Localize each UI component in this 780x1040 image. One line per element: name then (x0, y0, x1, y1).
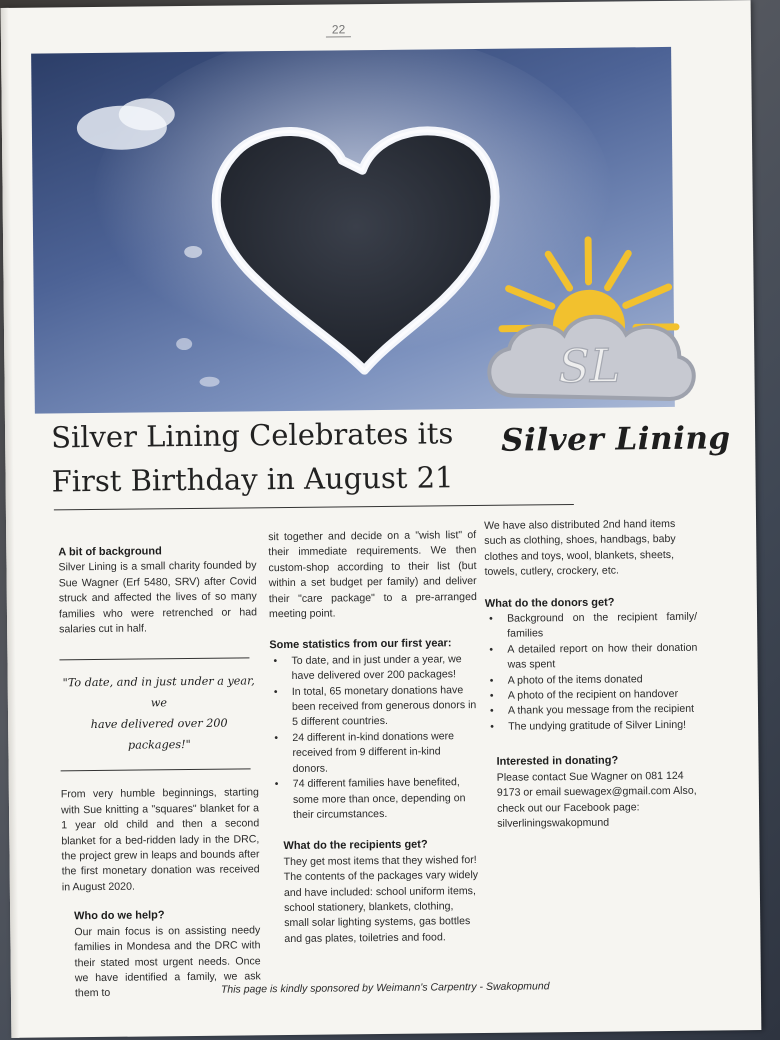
title-divider (54, 504, 574, 510)
interested-heading: Interested in donating? (496, 754, 619, 769)
who-we-help-text: Our main focus is on assisting needy families in Mondesa and the DRC with their stated most urgent needs. Once we have identified a family, we ask them to (74, 923, 261, 1000)
logo-wordmark: Silver Lining (500, 420, 731, 459)
silver-lining-logo (473, 229, 705, 431)
page-number: 22 (326, 22, 352, 37)
beginnings-text: From very humble beginnings, starting with Sue knitting a "squares" blanket for a 1 year old child and then a second blanket for a bed-ridden lady in the DRC, the project grew in leaps and bounds after the first monetary donation was received in August 2020. (60, 786, 260, 894)
column-1 (58, 543, 261, 1002)
statistic-item: • 74 different families have benefited, some more than once, depending on their circumstances. (271, 775, 479, 823)
quote-line-1: "To date, and in just under a year, we (62, 674, 255, 710)
title-line-1: Silver Lining Celebrates its (50, 416, 454, 455)
donors-heading: What do the donors get? (484, 596, 615, 610)
distributed-items-text: We have also distributed 2nd hand items such as clothing, shoes, handbags, baby clothes and toys, wool, blankets, sheets, towels, cutlery, crockery, etc. (484, 517, 676, 579)
statistic-item: • In total, 65 monetary donations have been received from generous donors in 5 different countries. (270, 683, 478, 731)
donor-benefits-list (485, 610, 698, 735)
statistics-list (269, 652, 479, 824)
who-we-help-heading: Who do we help? (74, 909, 165, 923)
column-2 (268, 528, 480, 947)
title-line-2: First Birthday in August 21 (51, 460, 454, 499)
donor-benefit-item: • A thank you message from the recipient (486, 702, 698, 720)
donor-benefit-item: • The undying gratitude of Silver Lining! (486, 718, 698, 736)
column-3 (484, 517, 699, 833)
statistic-item: • 24 different in-kind donations were received from 9 different in-kind donors. (270, 729, 478, 777)
background-text: Silver Lining is a small charity founded by Sue Wagner (Erf 5480, SRV) after Covid struck and affected the lives of so many families who were retrenched or had salaries cut in half. (58, 559, 258, 636)
donor-benefit-item: • Background on the recipient family/ families (485, 610, 697, 643)
donor-benefit-item: • A photo of the recipient on handover (486, 687, 698, 705)
statistics-heading: Some statistics from our first year: (269, 637, 452, 652)
recipients-text: They get most items that they wished for! The contents of the packages vary widely and have included: school uniform items, school stationery, blankets, clothing, small solar lighting systems, gas bottles and gas plates, toiletries and food. (283, 853, 479, 945)
article-title (51, 411, 472, 503)
magazine-page (1, 0, 762, 1038)
donor-benefit-item: • A detailed report on how their donation was spent (485, 641, 697, 674)
contact-text: Please contact Sue Wagner on 081 124 9173 or email suewagex@gmail.com Also, check out our Facebook page: silverliningswakopmund (496, 769, 697, 830)
wishlist-text: sit together and decide on a "wish list" of their immediate requirements. We then custom-shop according to their list (but within a set budget per family) and deliver their "care package" to a pre-arranged meeting point. (268, 529, 477, 621)
statistic-item: • To date, and in just under a year, we have delivered over 200 packages! (269, 652, 477, 685)
quote-line-2: have delivered over 200 packages!" (90, 717, 228, 753)
background-heading: A bit of background (58, 545, 162, 559)
logo-monogram: SL (558, 338, 621, 394)
pull-quote (60, 671, 259, 757)
sponsor-footer: This page is kindly sponsored by Weimann's Carpentry - Swakopmund (220, 980, 550, 996)
recipients-heading: What do the recipients get? (283, 838, 428, 853)
donor-benefit-item: • A photo of the items donated (486, 671, 698, 689)
